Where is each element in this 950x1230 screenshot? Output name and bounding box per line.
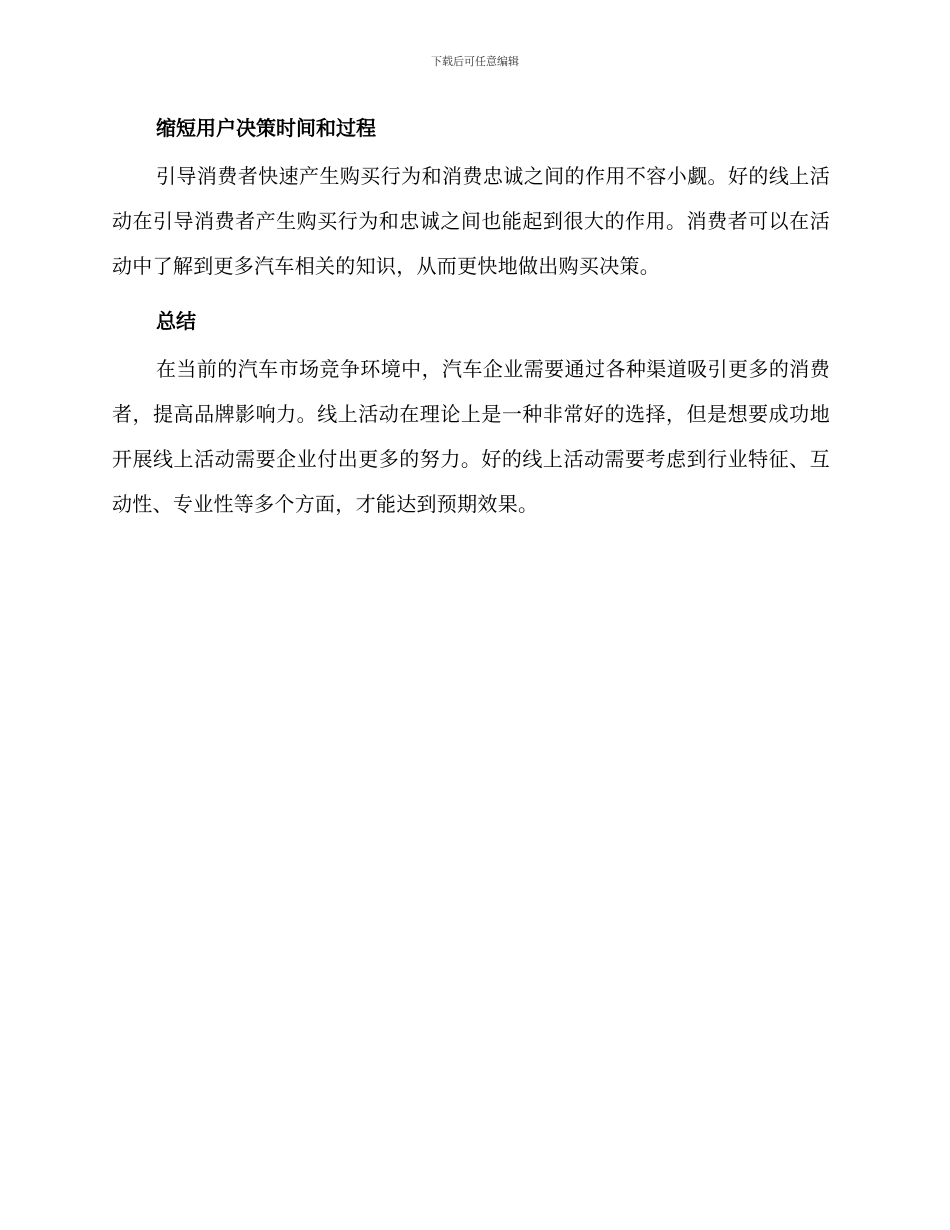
- spacer: [112, 289, 830, 303]
- page-header: 下载后可任意编辑: [431, 55, 519, 68]
- spacer: [112, 339, 830, 347]
- paragraph-summary: 在当前的汽车市场竞争环境中，汽车企业需要通过各种渠道吸引更多的消费者，提高品牌影响力。线上活动在理论上是一种非常好的选择，但是想要成功地开展线上活动需要企业付出更多的努力。好的线上活动需要考虑到行业特征、互动性、专业性等多个方面，才能达到预期效果。: [112, 357, 830, 516]
- section-title-decision: 缩短用户决策时间和过程: [156, 116, 376, 140]
- spacer: [112, 146, 830, 154]
- document-body: [112, 110, 830, 527]
- paragraph-decision: 引导消费者快速产生购买行为和消费忠诚之间的作用不容小觑。好的线上活动在引导消费者产生购买行为和忠诚之间也能起到很大的作用。消费者可以在活动中了解到更多汽车相关的知识，从而更快地做出购买决策。: [112, 164, 830, 278]
- section-title-summary: 总结: [156, 309, 196, 333]
